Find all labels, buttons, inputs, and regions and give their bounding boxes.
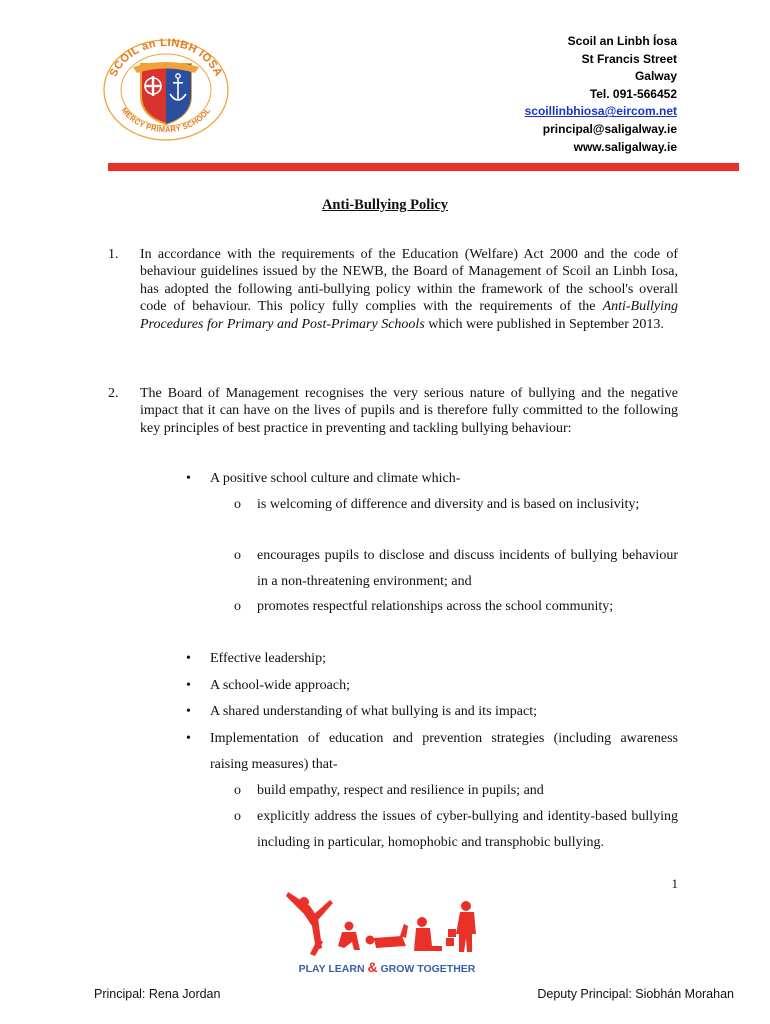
crest-arc-top-text: SCOIL an LINBH IOSA [107,36,225,79]
paragraph-number: 2. [108,386,119,401]
paragraph-number: 1. [108,247,119,262]
bullet-item [186,466,678,492]
bullet-text: A shared understanding of what bullying is and its impact; [210,704,538,719]
sub-bullet-item [234,594,678,620]
slogan-ampersand: & [367,959,378,975]
city: Galway [634,69,677,84]
slogan-part-1: PLAY LEARN [298,963,368,975]
sub-bullet-text: build empathy, respect and resilience in pupils; and [257,783,544,798]
sub-bullet-marker: o [234,783,241,798]
sub-bullet-item [234,543,678,595]
paragraph-text-end: which were published in September 2013. [424,316,664,332]
document-title: Anti-Bullying Policy [321,197,449,213]
paragraph-2 [108,385,678,437]
bullet-text: A school-wide approach; [210,678,350,693]
footer-principal: Principal: Rena Jordan [94,987,221,1001]
bullet-marker: • [186,678,191,693]
sub-bullet-marker: o [234,548,241,563]
contact-block [525,33,677,156]
sub-bullet-item [234,804,678,856]
sub-bullet-text: explicitly address the issues of cyber-bullying and identity-based bullying including in particular, homophobic and transphobic bullying. [257,809,678,850]
bullet-marker: • [186,471,191,486]
slogan-part-2: GROW TOGETHER [377,963,476,975]
svg-text:PLAY LEARN & GROW TOGETHER [299,959,476,975]
crest-arc-bottom-text: MERCY PRIMARY SCHOOL [119,105,213,135]
sub-bullet-item [234,492,678,518]
bullet-text: A positive school culture and climate which- [210,471,461,486]
paragraph-1 [108,246,678,333]
bullet-item [186,726,678,778]
principal-email: principal@saligalway.ie [542,121,677,136]
street-address: St Francis Street [581,51,677,66]
paragraph-text: In accordance with the requirements of the Education (Welfare) Act 2000 and the code of behaviour guidelines issued by the NEWB, the Board of Management of Scoil an Linbh Iosa, has adopted the following anti-bullying policy within the framework of the school's overall code of behaviour. This policy fully complies with the requirements of the [140,247,678,315]
telephone: Tel. 091-566452 [589,86,677,101]
bullet-marker: • [186,651,191,666]
school-email-link[interactable]: scoillinbhiosa@eircom.net [524,104,677,119]
sub-bullet-item [234,778,678,804]
sub-bullet-text: encourages pupils to disclose and discuss incidents of bullying behaviour in a non-threatening environment; and [257,548,678,589]
bullet-text: Effective leadership; [210,651,326,666]
play-learn-grow-logo [282,888,492,980]
sub-bullet-marker: o [234,809,241,824]
school-name: Scoil an Linbh Íosa [567,34,677,48]
bullet-item [186,699,678,725]
sub-bullet-marker: o [234,599,241,614]
bullet-marker: • [186,731,191,746]
sub-bullet-marker: o [234,497,241,512]
sub-bullet-text: promotes respectful relationships across the school community; [257,599,614,614]
website: www.saligalway.ie [573,139,677,154]
sub-bullet-text: is welcoming of difference and diversity and is based on inclusivity; [257,497,640,512]
bullet-item [186,646,678,672]
page-number: 1 [671,876,678,891]
procedures-title: Anti-Bullying Procedures for Primary and Post-Primary Schools [140,299,678,332]
paragraph-text: The Board of Management recognises the very serious nature of bullying and the negative impact that it can have on the lives of pupils and is therefore fully committed to the following key principles of best practice in preventing and tackling bullying behaviour: [140,386,678,436]
footer-deputy-principal: Deputy Principal: Siobhán Morahan [537,987,734,1001]
bullet-item [186,673,678,699]
bullet-marker: • [186,704,191,719]
header-divider [108,163,739,171]
school-crest-logo [95,30,237,142]
bullet-text: Implementation of education and prevention strategies (including awareness raising measures) that- [210,731,678,772]
